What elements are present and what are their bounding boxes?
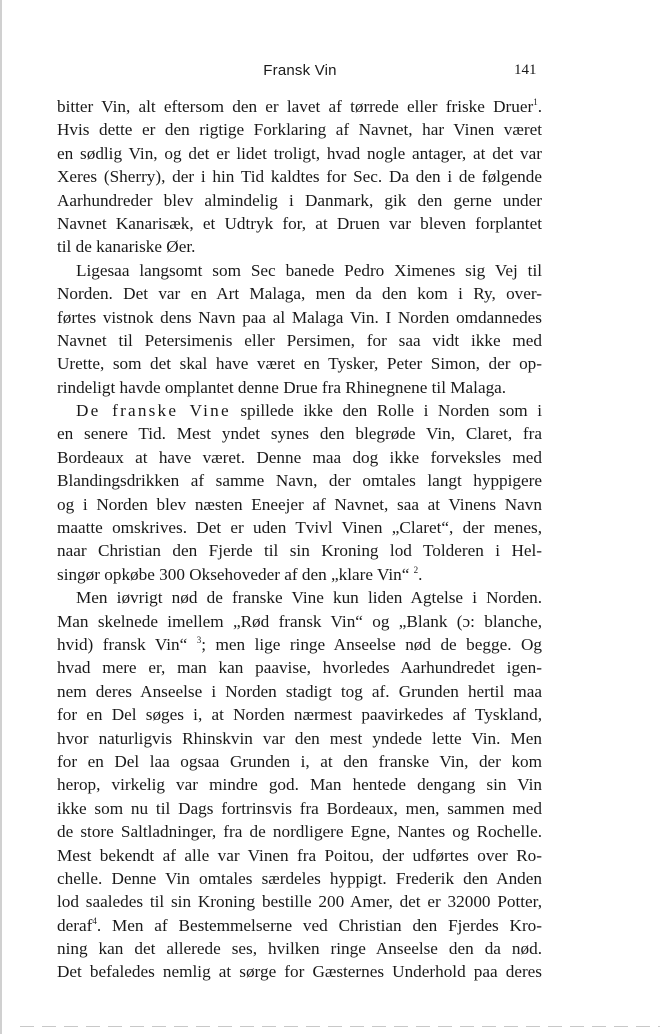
text-line: Bordeaux at have været. Denne maa dog ikke forveksles med [57, 447, 542, 467]
footnote-ref: 1 [533, 97, 538, 107]
text-line: Aarhundreder blev almindelig i Danmark, gik den gerne under [57, 190, 542, 210]
body-text [57, 95, 542, 984]
text-line: de store Saltladninger, fra de nordligere Egne, Nantes og Rochelle. [57, 822, 542, 842]
text-line: førtes vistnok dens Navn paa al Malaga Vin. I Norden omdannedes [57, 307, 542, 327]
text-line: ikke som nu til Dags fortrinsvis fra Bordeaux, men, sammen med [57, 798, 542, 818]
footnote-ref: 3 [196, 634, 202, 645]
text-line: Mest bekendt af alle var Vinen fra Poitou, der udførtes over Ro- [57, 845, 542, 865]
text-line: Navnet til Petersimenis eller Persimen, for saa vidt ikke med [57, 330, 542, 350]
text-line: naar Christian den Fjerde til sin Kroning lod Tolderen i Hel- [57, 541, 542, 561]
text-line: bitter Vin, alt eftersom den er lavet af tørrede eller friske Druer$^1$. [57, 97, 542, 116]
text-line: for en Del laa ogsaa Grunden i, at den franske Vin, der kom [57, 751, 542, 771]
text-line: lod saaledes til sin Kroning bestille 200 Amer, det er 32000 Potter, [57, 892, 542, 912]
text-line: en sødlig Vin, og det er lidet troligt, hvad nogle antager, at det var [57, 143, 542, 163]
footnote-ref: 2 [413, 564, 419, 575]
running-title: Fransk Vin [263, 62, 337, 79]
text-line: De franske Vine spillede ikke den Rolle i Norden som i [76, 401, 542, 421]
text-line: Hvis dette er den rigtige Forklaring af Navnet, har Vinen været [57, 120, 542, 140]
page-bottom-edge [20, 1026, 660, 1027]
text-line: chelle. Denne Vin omtales særdeles hyppigt. Frederik den Anden [57, 868, 542, 888]
text-line: maatte omskrives. Det er uden Tvivl Vinen „Claret“, der menes, [57, 518, 542, 538]
text-line: Urette, som det skal have været en Tysker, Peter Simon, der op- [57, 354, 542, 374]
text-line: hvad mere er, man kan paavise, hvorledes Aarhundredet igen- [57, 658, 542, 678]
page-number: 141 [514, 62, 537, 78]
text-line: Man skelnede imellem „Rød fransk Vin“ og „Blank (ɔ: blanche, [57, 611, 542, 631]
text-line: Norden. Det var en Art Malaga, men da den kom i Ry, over- [57, 284, 542, 304]
text-line: Xeres (Sherry), der i hin Tid kaldtes for Sec. Da den i de følgende [57, 167, 542, 187]
text-line: en senere Tid. Mest yndet synes den blegrøde Vin, Claret, fra [57, 424, 542, 444]
text-line: rindeligt havde omplantet denne Drue fra Rhinegnene til Malaga. [57, 377, 507, 397]
text-line: Ligesaa langsomt som Sec banede Pedro Ximenes sig Vej til [76, 260, 542, 280]
text-line: singør opkøbe 300 Oksehoveder af den „klare Vin“ $^2$. [57, 564, 423, 584]
text-line: Det befaledes nemlig at sørge for Gæsternes Underhold paa deres [57, 962, 542, 982]
text-line: og i Norden blev næsten Eneejer af Navnet, saa at Vinens Navn [57, 494, 542, 514]
text-line: Blandingsdrikken af samme Navn, der omtales langt hyppigere [57, 471, 542, 491]
footnote-ref: 4 [92, 915, 97, 926]
text-line: for en Del søges i, at Norden nærmest paavirkedes af Tyskland, [57, 705, 542, 725]
text-line: herop, virkelig var mindre god. Man hentede dengang sin Vin [57, 775, 542, 795]
text-line: hvid) fransk Vin“ $^3$; men lige ringe Anseelse nød de begge. Og [57, 634, 542, 654]
text-line: nem deres Anseelse i Norden stadigt tog af. Grunden hertil maa [57, 681, 542, 701]
text-line: Men iøvrigt nød de franske Vine kun liden Agtelse i Norden. [76, 588, 542, 608]
spaced-heading: De franske Vine [76, 401, 231, 421]
text-line: deraf$^4$. Men af Bestemmelserne ved Christian den Fjerdes Kro- [57, 915, 542, 935]
text-line: hvor naturligvis Rhinskvin var den mest yndede lette Vin. Men [57, 728, 542, 748]
text-line: Navnet Kanarisæk, et Udtryk for, at Druen var bleven forplantet [57, 213, 542, 233]
text-line: ning kan det allerede ses, hvilken ringe Anseelse den da nød. [57, 939, 542, 959]
page-left-edge [0, 0, 2, 1034]
text-line: til de kanariske Øer. [57, 237, 196, 257]
